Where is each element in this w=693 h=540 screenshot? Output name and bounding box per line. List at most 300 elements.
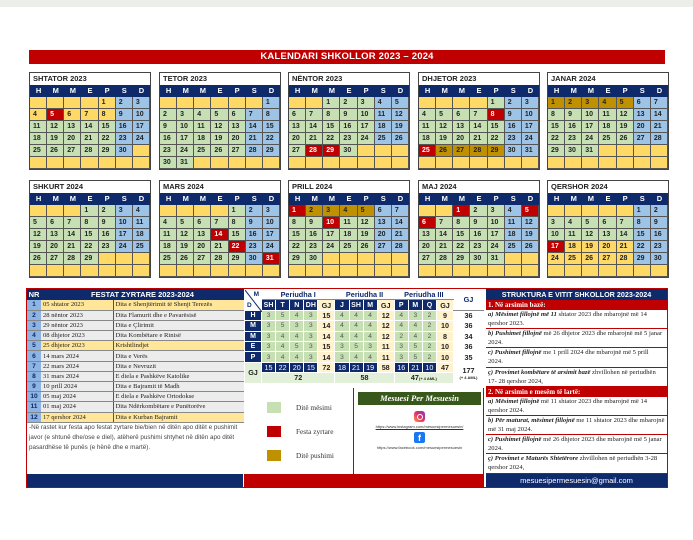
day-cell: 20 bbox=[453, 133, 470, 145]
legend-label: Ditë mësimi bbox=[296, 403, 332, 412]
day-cell: 2 bbox=[160, 109, 177, 121]
day-cell: 19 bbox=[522, 229, 539, 241]
day-cell: 25 bbox=[599, 133, 616, 145]
day-cell: 11 bbox=[505, 217, 522, 229]
day-cell: 2 bbox=[505, 97, 522, 109]
day-cell: 19 bbox=[177, 241, 194, 253]
month-sum: 58 bbox=[377, 362, 394, 372]
period-value: 12 bbox=[377, 321, 394, 331]
day-cell: 11 bbox=[565, 229, 582, 241]
day-cell: 2 bbox=[306, 205, 323, 217]
day-cell: 2 bbox=[470, 205, 487, 217]
day-cell: 7 bbox=[211, 217, 228, 229]
day-cell: 5 bbox=[392, 97, 409, 109]
empty-cell bbox=[565, 205, 582, 217]
weekday-header: S bbox=[505, 85, 522, 97]
period-value: 10 bbox=[436, 321, 453, 331]
structure-item-text: zhvillohen në periudhën 17- 28 qershor 2024, bbox=[488, 368, 656, 385]
weekday-header: D bbox=[392, 85, 409, 97]
empty-cell bbox=[548, 265, 565, 277]
day-cell: 28 bbox=[651, 133, 668, 145]
empty-cell bbox=[599, 205, 616, 217]
empty-cell bbox=[617, 157, 634, 169]
weekday-header: M bbox=[177, 193, 194, 205]
day-cell: 26 bbox=[177, 253, 194, 265]
day-cell: 18 bbox=[160, 241, 177, 253]
weekday-header: P bbox=[99, 85, 116, 97]
empty-cell bbox=[177, 265, 194, 277]
day-cell: 12 bbox=[211, 121, 228, 133]
structure-item bbox=[486, 329, 667, 348]
weekday-header: D bbox=[263, 193, 280, 205]
holiday-number: 5 bbox=[27, 341, 41, 351]
empty-cell bbox=[64, 205, 81, 217]
day-cell: 9 bbox=[306, 217, 323, 229]
legend-item-vacation bbox=[267, 450, 334, 461]
day-cell: 3 bbox=[263, 205, 280, 217]
period-value: 5 bbox=[290, 341, 304, 351]
day-cell: 20 bbox=[64, 133, 81, 145]
day-cell: 17 bbox=[263, 229, 280, 241]
day-cell: 3 bbox=[522, 97, 539, 109]
period-row bbox=[245, 341, 484, 351]
day-cell: 11 bbox=[375, 109, 392, 121]
structure-item bbox=[486, 454, 667, 473]
day-cell: 13 bbox=[453, 121, 470, 133]
day-cell: 2 bbox=[116, 97, 133, 109]
day-cell: 8 bbox=[548, 109, 565, 121]
day-cell: 26 bbox=[211, 145, 228, 157]
period-value: 2 bbox=[394, 331, 408, 341]
day-cell: 21 bbox=[306, 133, 323, 145]
row-total: 36 bbox=[454, 310, 484, 320]
empty-cell bbox=[617, 265, 634, 277]
weekday-header: E bbox=[470, 193, 487, 205]
empty-cell bbox=[436, 97, 453, 109]
day-cell: 7 bbox=[651, 97, 668, 109]
day-cell: 23 bbox=[160, 145, 177, 157]
day-cell: 12 bbox=[617, 109, 634, 121]
weekday-label: E bbox=[245, 341, 262, 351]
day-cell: 13 bbox=[599, 229, 616, 241]
day-cell: 12 bbox=[392, 109, 409, 121]
legend bbox=[244, 388, 354, 474]
day-cell: 1 bbox=[488, 97, 505, 109]
structure-item bbox=[486, 368, 667, 387]
empty-cell bbox=[548, 205, 565, 217]
day-cell: 31 bbox=[488, 253, 505, 265]
period-3-header: Periudha III bbox=[394, 290, 453, 300]
day-cell: 6 bbox=[289, 109, 306, 121]
empty-cell bbox=[81, 265, 98, 277]
period-value: 3 bbox=[304, 310, 318, 320]
day-cell: 27 bbox=[289, 145, 306, 157]
day-cell: 9 bbox=[160, 121, 177, 133]
holiday-row bbox=[27, 371, 244, 381]
period-value: 3 bbox=[335, 341, 349, 351]
day-cell: 15 bbox=[229, 229, 246, 241]
legend-label: Ditë pushimi bbox=[296, 451, 334, 460]
structure-item-lead: a) Mësimet fillojnë bbox=[488, 397, 540, 405]
month-calendar bbox=[288, 72, 410, 170]
day-cell: 20 bbox=[289, 133, 306, 145]
structure-item-text: më 26 dhjetor 2023 dhe mbarojnë më 5 janar 2024. bbox=[488, 330, 663, 347]
day-cell: 6 bbox=[453, 109, 470, 121]
instagram-icon[interactable] bbox=[414, 411, 425, 422]
day-cell: 21 bbox=[651, 121, 668, 133]
period-value: 4 bbox=[394, 310, 408, 320]
day-cell: 26 bbox=[47, 145, 64, 157]
day-cell: 4 bbox=[419, 109, 436, 121]
month-calendar bbox=[29, 72, 151, 170]
structure-item-lead: b) Për maturat, mësimet fillojnë bbox=[488, 416, 575, 424]
day-cell: 29 bbox=[323, 145, 340, 157]
day-cell: 22 bbox=[263, 133, 280, 145]
day-cell: 20 bbox=[599, 241, 616, 253]
structure-item-lead: c) Pushimet fillojnë bbox=[488, 436, 542, 444]
empty-cell bbox=[30, 157, 47, 169]
empty-cell bbox=[375, 157, 392, 169]
day-cell: 24 bbox=[548, 253, 565, 265]
holiday-row bbox=[27, 412, 244, 422]
empty-cell bbox=[392, 253, 409, 265]
month-name: PRILL 2024 bbox=[292, 182, 333, 191]
day-cell: 15 bbox=[81, 229, 98, 241]
day-cell: 6 bbox=[419, 217, 436, 229]
period-totals-row bbox=[245, 373, 484, 383]
day-cell: 1 bbox=[548, 97, 565, 109]
day-cell: 8 bbox=[99, 109, 116, 121]
day-cell: 20 bbox=[194, 241, 211, 253]
weekday-header: M bbox=[582, 193, 599, 205]
period-value: 3 bbox=[262, 321, 276, 331]
period-month-header: GJ bbox=[436, 300, 453, 310]
day-cell: 22 bbox=[323, 133, 340, 145]
period-month-header: SH bbox=[349, 300, 363, 310]
empty-cell bbox=[617, 145, 634, 157]
weekday-label: M bbox=[245, 321, 262, 331]
day-cell: 23 bbox=[340, 133, 357, 145]
weekday-header: S bbox=[634, 193, 651, 205]
period-value: 3 bbox=[408, 310, 422, 320]
day-cell: 23 bbox=[505, 133, 522, 145]
period-value: 2 bbox=[422, 331, 436, 341]
weekday-header: M bbox=[436, 193, 453, 205]
day-cell: 5 bbox=[211, 109, 228, 121]
period-value: 12 bbox=[377, 310, 394, 320]
day-cell: 8 bbox=[323, 109, 340, 121]
weekday-header: E bbox=[81, 85, 98, 97]
weekday-header: P bbox=[488, 85, 505, 97]
day-cell: 24 bbox=[133, 133, 150, 145]
day-cell: 25 bbox=[419, 145, 436, 157]
structure-item bbox=[486, 310, 667, 329]
day-cell: 30 bbox=[651, 253, 668, 265]
day-cell: 11 bbox=[160, 229, 177, 241]
empty-cell bbox=[617, 205, 634, 217]
day-cell: 13 bbox=[419, 229, 436, 241]
day-cell: 6 bbox=[375, 205, 392, 217]
day-cell: 24 bbox=[522, 133, 539, 145]
period-value: 14 bbox=[318, 331, 335, 341]
month-sum: 18 bbox=[335, 362, 349, 372]
day-cell: 9 bbox=[565, 109, 582, 121]
row-total: 36 bbox=[454, 341, 484, 351]
period-value: 4 bbox=[363, 310, 377, 320]
empty-cell bbox=[392, 145, 409, 157]
day-cell: 16 bbox=[505, 121, 522, 133]
day-cell: 28 bbox=[246, 145, 263, 157]
period-value: 5 bbox=[408, 341, 422, 351]
month-calendar bbox=[159, 72, 281, 170]
weekday-header: E bbox=[340, 85, 357, 97]
empty-cell bbox=[548, 157, 565, 169]
holiday-name: Krishtlindjet bbox=[113, 341, 244, 351]
day-cell: 30 bbox=[470, 253, 487, 265]
day-cell: 13 bbox=[194, 229, 211, 241]
empty-cell bbox=[392, 157, 409, 169]
day-cell: 23 bbox=[470, 241, 487, 253]
period-value: 3 bbox=[304, 352, 318, 362]
day-cell: 5 bbox=[30, 217, 47, 229]
empty-cell bbox=[133, 145, 150, 157]
holiday-row bbox=[27, 392, 244, 402]
holiday-date: 29 nëntor 2023 bbox=[41, 320, 113, 330]
month-days-grid bbox=[289, 85, 409, 169]
empty-cell bbox=[64, 97, 81, 109]
day-cell: 14 bbox=[246, 121, 263, 133]
period-month-header: DH bbox=[305, 301, 316, 309]
period-value: 11 bbox=[377, 341, 394, 351]
month-calendar bbox=[547, 72, 669, 170]
weekday-header: E bbox=[211, 193, 228, 205]
empty-cell bbox=[306, 97, 323, 109]
weekday-header: H bbox=[419, 193, 436, 205]
empty-cell bbox=[375, 253, 392, 265]
month-calendar bbox=[288, 180, 410, 278]
day-cell: 27 bbox=[599, 253, 616, 265]
month-days-grid bbox=[160, 193, 280, 277]
weekday-header: E bbox=[599, 85, 616, 97]
weekday-header: E bbox=[211, 85, 228, 97]
period-month-header: J bbox=[335, 300, 349, 310]
month-sum: 10 bbox=[422, 362, 436, 372]
month-days-grid bbox=[548, 193, 668, 277]
period-value: 4 bbox=[276, 352, 290, 362]
legend-label: Festa zyrtare bbox=[296, 427, 334, 436]
day-cell: 3 bbox=[358, 97, 375, 109]
facebook-link[interactable]: https://www.facebook.com/mesuesipermesuesin bbox=[376, 445, 463, 450]
day-cell: 14 bbox=[306, 121, 323, 133]
empty-cell bbox=[194, 265, 211, 277]
structure-item-lead: a) Mësimet fillojnë më 11 bbox=[488, 311, 557, 318]
empty-cell bbox=[116, 253, 133, 265]
structure-item-text: me 11 shtator 2023 dhe mbarojnë më 31 maj 2024. bbox=[488, 416, 665, 434]
structure-item bbox=[486, 416, 667, 435]
empty-cell bbox=[392, 265, 409, 277]
day-cell: 3 bbox=[582, 97, 599, 109]
day-cell: 4 bbox=[194, 109, 211, 121]
day-cell: 18 bbox=[505, 229, 522, 241]
weekday-header: E bbox=[599, 193, 616, 205]
empty-cell bbox=[133, 265, 150, 277]
empty-cell bbox=[81, 157, 98, 169]
day-cell: 21 bbox=[617, 241, 634, 253]
gj-label: GJ bbox=[245, 362, 262, 383]
day-cell: 23 bbox=[565, 133, 582, 145]
weekday-header: P bbox=[488, 193, 505, 205]
day-cell: 1 bbox=[323, 97, 340, 109]
day-cell: 24 bbox=[177, 145, 194, 157]
weekday-header: H bbox=[160, 193, 177, 205]
holiday-date: 08 dhjetor 2023 bbox=[41, 331, 113, 341]
day-cell: 12 bbox=[177, 229, 194, 241]
weekday-header: M bbox=[194, 193, 211, 205]
day-cell: 14 bbox=[211, 229, 228, 241]
contact-email[interactable]: mesuesipermesuesin@gmail.com bbox=[486, 474, 667, 487]
weekday-header: M bbox=[323, 85, 340, 97]
day-cell: 16 bbox=[306, 229, 323, 241]
day-cell: 28 bbox=[306, 145, 323, 157]
month-days-grid bbox=[30, 193, 150, 277]
holiday-row bbox=[27, 382, 244, 392]
day-cell: 29 bbox=[634, 253, 651, 265]
day-cell: 29 bbox=[99, 145, 116, 157]
empty-cell bbox=[505, 265, 522, 277]
day-cell: 19 bbox=[582, 241, 599, 253]
middle-footer-bar bbox=[244, 474, 484, 487]
page-title: KALENDARI SHKOLLOR 2023 – 2024 bbox=[29, 50, 665, 64]
weekday-header: M bbox=[306, 193, 323, 205]
empty-cell bbox=[565, 265, 582, 277]
weekday-header: M bbox=[194, 85, 211, 97]
empty-cell bbox=[419, 97, 436, 109]
facebook-icon[interactable]: f bbox=[414, 432, 425, 443]
day-cell: 16 bbox=[565, 121, 582, 133]
holidays-table bbox=[27, 289, 244, 423]
empty-cell bbox=[160, 205, 177, 217]
day-cell: 31 bbox=[177, 157, 194, 169]
day-cell: 22 bbox=[548, 133, 565, 145]
period-total bbox=[394, 373, 453, 383]
day-cell: 27 bbox=[634, 133, 651, 145]
period-value: 4 bbox=[335, 321, 349, 331]
day-cell: 24 bbox=[263, 241, 280, 253]
empty-cell bbox=[306, 265, 323, 277]
period-value: 4 bbox=[408, 321, 422, 331]
day-cell: 27 bbox=[453, 145, 470, 157]
empty-cell bbox=[599, 265, 616, 277]
day-cell: 24 bbox=[116, 241, 133, 253]
day-cell: 7 bbox=[617, 217, 634, 229]
day-cell: 28 bbox=[211, 253, 228, 265]
day-cell: 28 bbox=[81, 145, 98, 157]
day-cell: 1 bbox=[81, 205, 98, 217]
instagram-link[interactable]: https://www.instagram.com/mesuesipermesuesin/ bbox=[375, 424, 464, 429]
day-cell: 25 bbox=[133, 241, 150, 253]
day-cell: 25 bbox=[340, 241, 357, 253]
period-value: 4 bbox=[394, 321, 408, 331]
day-cell: 10 bbox=[133, 109, 150, 121]
day-cell: 30 bbox=[306, 253, 323, 265]
weekday-header: E bbox=[81, 193, 98, 205]
day-cell: 5 bbox=[582, 217, 599, 229]
structure-item-lead: c) Pushimet fillojnë bbox=[488, 349, 542, 357]
day-cell: 17 bbox=[116, 229, 133, 241]
structure-item-text: zhvillohen në periudhën 3-28 qershor 2024, bbox=[488, 455, 658, 472]
structure-item-text: me 1 prill 2024 dhe mbarojnë më 5 prill 2024. bbox=[488, 349, 649, 366]
day-cell: 13 bbox=[229, 121, 246, 133]
day-cell: 6 bbox=[634, 97, 651, 109]
day-cell: 12 bbox=[522, 217, 539, 229]
period-value: 4 bbox=[363, 331, 377, 341]
day-cell: 10 bbox=[488, 217, 505, 229]
day-cell: 29 bbox=[229, 253, 246, 265]
day-cell: 12 bbox=[582, 229, 599, 241]
holiday-number: 9 bbox=[27, 382, 41, 392]
day-cell: 19 bbox=[358, 229, 375, 241]
day-cell: 20 bbox=[634, 121, 651, 133]
day-cell: 15 bbox=[99, 121, 116, 133]
day-cell: 22 bbox=[488, 133, 505, 145]
day-cell: 17 bbox=[522, 121, 539, 133]
day-cell: 16 bbox=[160, 133, 177, 145]
holiday-row bbox=[27, 341, 244, 351]
day-cell: 15 bbox=[323, 121, 340, 133]
day-cell: 12 bbox=[47, 121, 64, 133]
day-cell: 25 bbox=[375, 133, 392, 145]
holiday-date: 05 maj 2024 bbox=[41, 392, 113, 402]
period-value: 12 bbox=[377, 331, 394, 341]
empty-cell bbox=[358, 265, 375, 277]
grand-total bbox=[454, 362, 484, 383]
month-sum: 19 bbox=[363, 362, 377, 372]
grand-total-note: (+ 4 AML) bbox=[459, 374, 478, 380]
day-cell: 16 bbox=[651, 229, 668, 241]
day-cell: 3 bbox=[133, 97, 150, 109]
period-value: 3 bbox=[262, 352, 276, 362]
day-cell: 20 bbox=[375, 229, 392, 241]
day-cell: 27 bbox=[419, 253, 436, 265]
empty-cell bbox=[289, 157, 306, 169]
weekday-header: S bbox=[505, 193, 522, 205]
weekday-header: D bbox=[651, 193, 668, 205]
period-month-header: Q bbox=[422, 300, 436, 310]
empty-cell bbox=[522, 157, 539, 169]
holiday-name: Dita Flamurit dhe e Pavarësisë bbox=[113, 310, 244, 320]
empty-cell bbox=[375, 145, 392, 157]
month-name: MAJ 2024 bbox=[422, 182, 457, 191]
day-cell: 25 bbox=[505, 241, 522, 253]
weekday-header: S bbox=[116, 193, 133, 205]
day-cell: 21 bbox=[436, 241, 453, 253]
day-cell: 18 bbox=[599, 121, 616, 133]
day-cell: 9 bbox=[340, 109, 357, 121]
empty-cell bbox=[419, 205, 436, 217]
period-value: 3 bbox=[262, 331, 276, 341]
day-cell: 22 bbox=[453, 241, 470, 253]
day-cell: 14 bbox=[436, 229, 453, 241]
day-cell: 9 bbox=[651, 217, 668, 229]
day-cell: 9 bbox=[99, 217, 116, 229]
weekday-label: P bbox=[245, 352, 262, 362]
weekday-header: H bbox=[160, 85, 177, 97]
day-cell: 23 bbox=[306, 241, 323, 253]
grand-total-value: 177 bbox=[462, 365, 475, 375]
period-value: 4 bbox=[335, 331, 349, 341]
day-cell: 28 bbox=[64, 253, 81, 265]
period-value: 4 bbox=[290, 310, 304, 320]
